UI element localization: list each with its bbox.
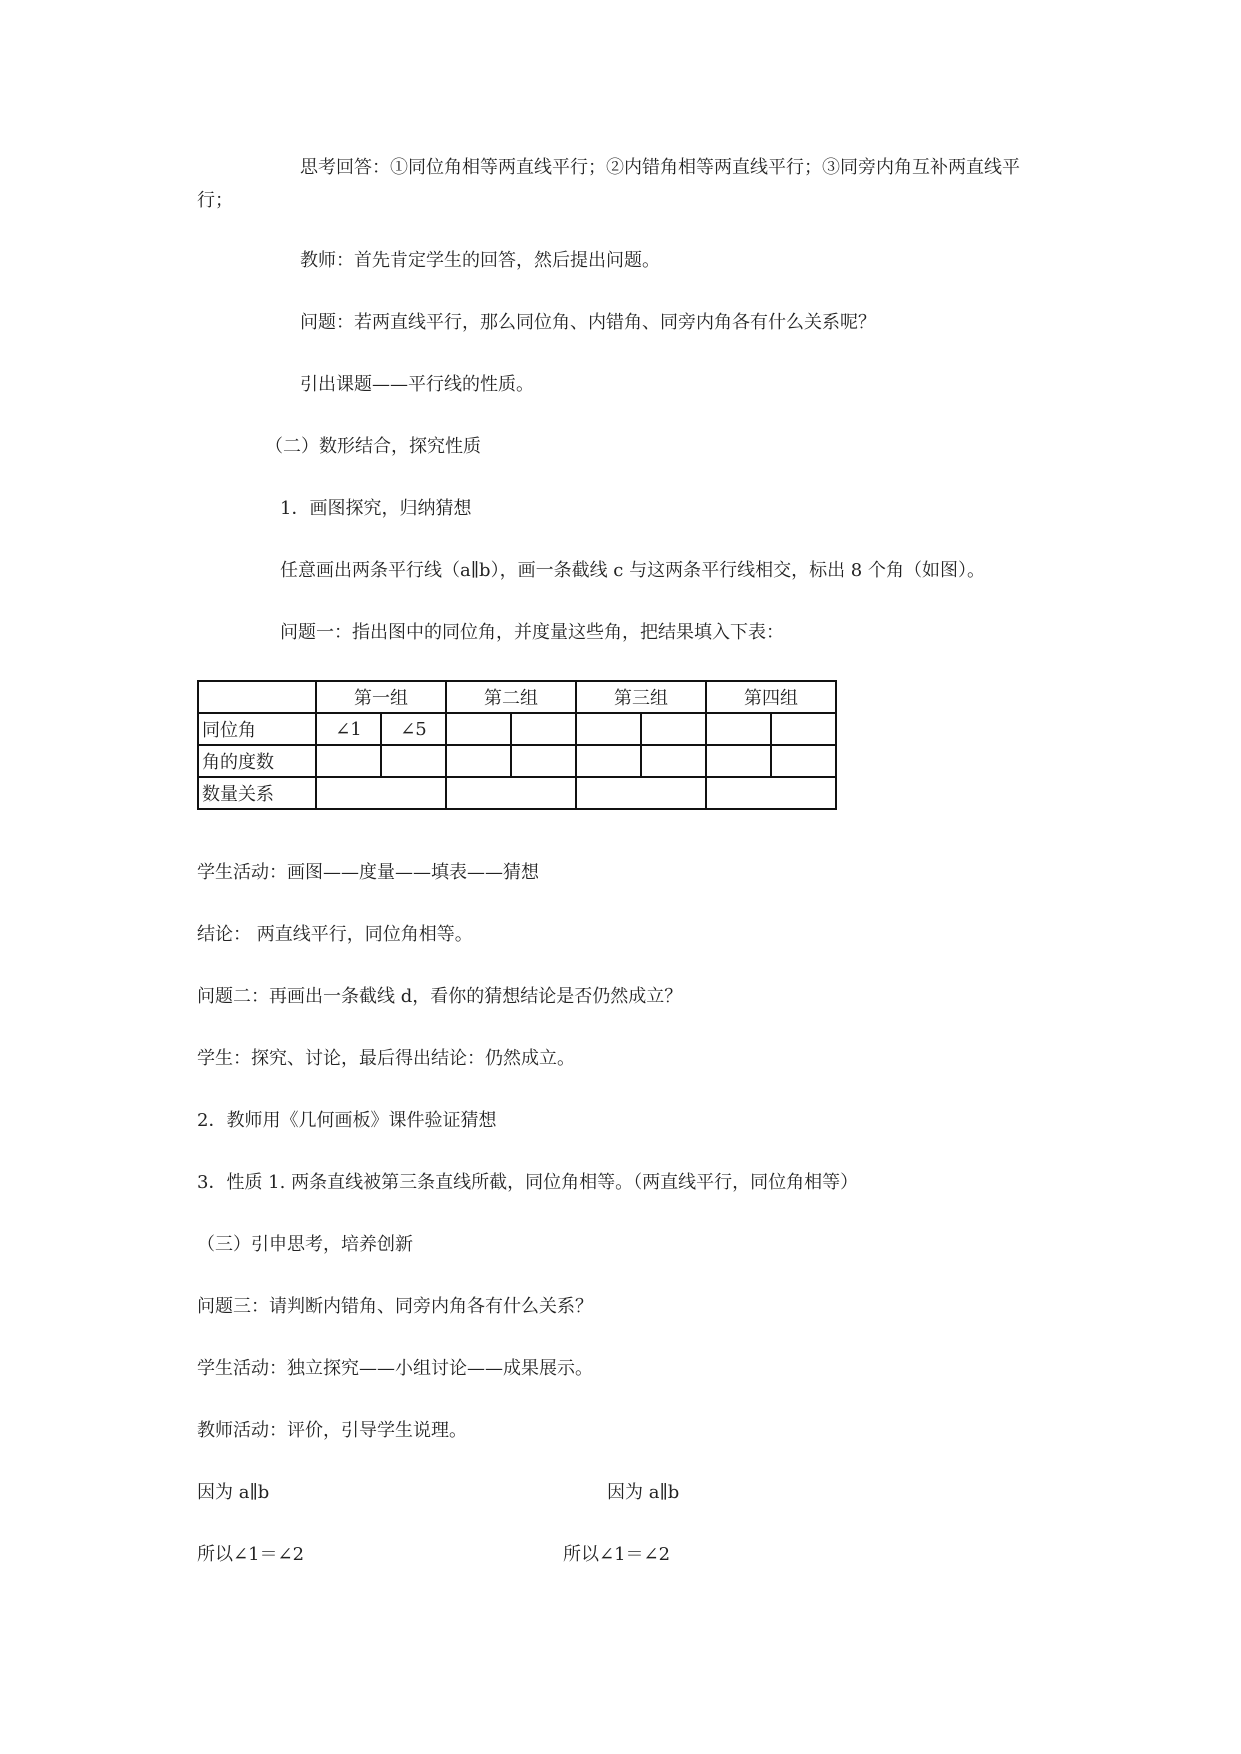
table-cell [641,713,706,745]
because-right: 因为 a∥b [607,1482,680,1503]
section-heading-3: （三）引申思考，培养创新 [197,1234,413,1255]
question-two: 问题二：再画出一条截线 d，看你的猜想结论是否仍然成立？ [197,986,683,1007]
teacher-paragraph: 教师：首先肯定学生的回答，然后提出问题。 [300,250,660,271]
table-cell [771,713,836,745]
teacher-activity: 教师活动：评价，引导学生说理。 [197,1420,467,1441]
table-cell [316,745,381,777]
table-cell [576,713,641,745]
table-cell [511,745,576,777]
conclusion: 结论： 两直线平行，同位角相等。 [197,924,473,945]
question-paragraph: 问题：若两直线平行，那么同位角、内错角、同旁内角各有什么关系呢？ [300,312,876,333]
table-cell [316,777,446,809]
angle-table [197,680,837,810]
because-left: 因为 a∥b [197,1482,270,1503]
table-cell [706,713,771,745]
student-activity: 学生活动：画图——度量——填表——猜想 [197,862,539,883]
table-cell [576,777,706,809]
answer-paragraph: 思考回答：①同位角相等两直线平行；②内错角相等两直线平行；③同旁内角互补两直线平 [300,157,1020,178]
table-cell [446,713,511,745]
table-cell [641,745,706,777]
table-cell [576,745,641,777]
table-cell [771,745,836,777]
teacher-verification: 2．教师用《几何画板》课件验证猜想 [197,1110,497,1131]
table-cell [446,745,511,777]
therefore-left: 所以∠1＝∠2 [197,1544,305,1565]
answer-paragraph-continued: 行； [197,190,233,211]
property-one: 3．性质 1. 两条直线被第三条直线所截，同位角相等。（两直线平行，同位角相等） [197,1172,859,1193]
therefore-right: 所以∠1＝∠2 [563,1544,671,1565]
group-four-header: 第四组 [706,681,836,713]
row-label-angle-degrees: 角的度数 [198,745,316,777]
table-corner-cell [198,681,316,713]
angle-5-cell: ∠5 [381,713,446,745]
instruction-paragraph: 任意画出两条平行线（a∥b），画一条截线 c 与这两条平行线相交，标出 8 个角（如图）。 [280,560,985,581]
table-header-row [198,681,836,713]
table-row [198,713,836,745]
subsection-heading-1: 1．画图探究，归纳猜想 [280,498,472,519]
group-one-header: 第一组 [316,681,446,713]
row-label-corresponding-angles: 同位角 [198,713,316,745]
table-cell [706,777,836,809]
section-heading-2: （二）数形结合，探究性质 [265,436,481,457]
student-response: 学生：探究、讨论，最后得出结论：仍然成立。 [197,1048,575,1069]
row-label-quantity-relation: 数量关系 [198,777,316,809]
question-three: 问题三：请判断内错角、同旁内角各有什么关系？ [197,1296,593,1317]
angle-1-cell: ∠1 [316,713,381,745]
table-cell [511,713,576,745]
group-three-header: 第三组 [576,681,706,713]
table-cell [706,745,771,777]
topic-paragraph: 引出课题——平行线的性质。 [300,374,534,395]
question-one: 问题一：指出图中的同位角，并度量这些角，把结果填入下表： [280,622,784,643]
table-cell [446,777,576,809]
table-cell [381,745,446,777]
table-row [198,745,836,777]
table-row [198,777,836,809]
group-two-header: 第二组 [446,681,576,713]
student-activity-2: 学生活动：独立探究——小组讨论——成果展示。 [197,1358,593,1379]
